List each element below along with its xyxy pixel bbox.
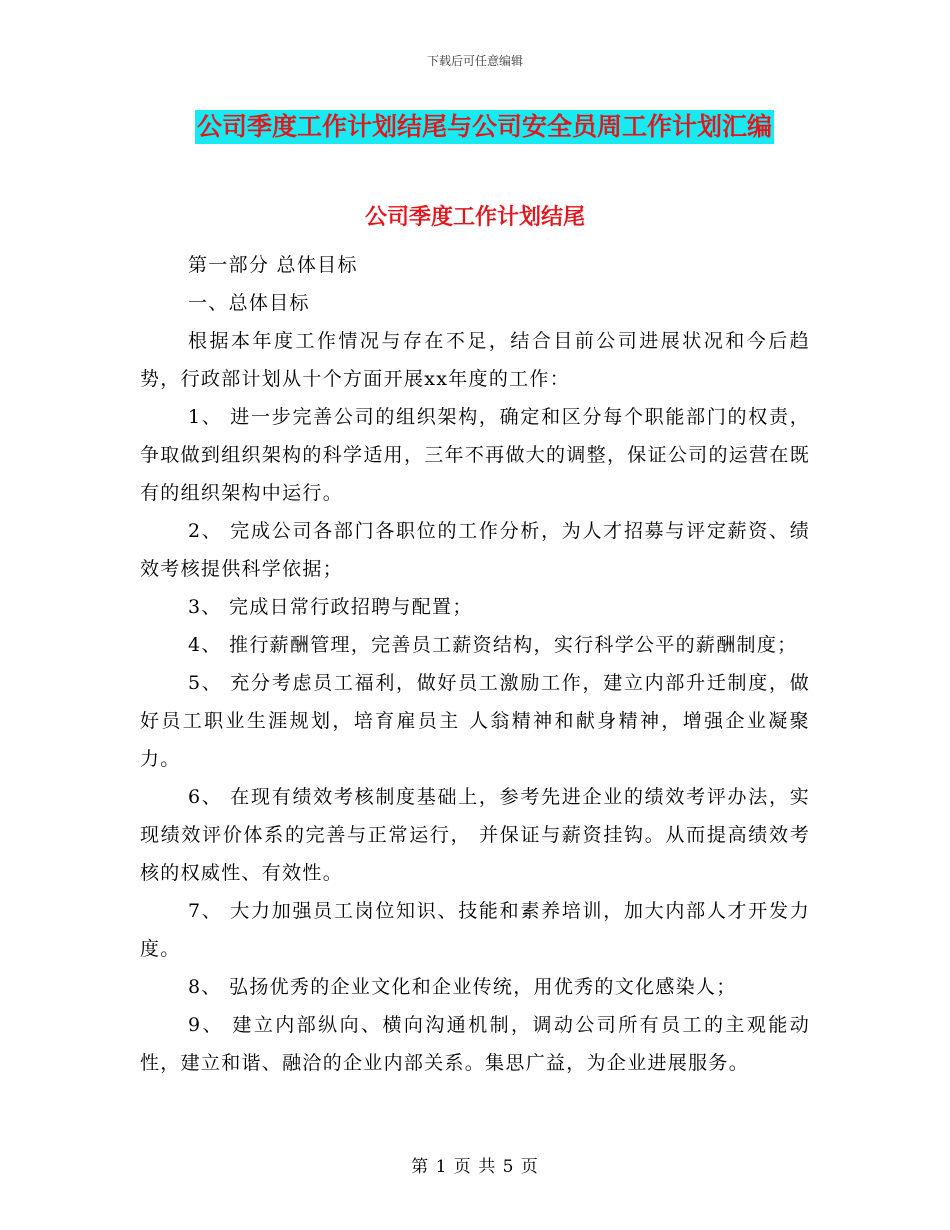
paragraph-part-heading: 第一部分 总体目标 [188,254,358,276]
list-item: 8、 弘扬优秀的企业文化和企业传统，用优秀的文化感染人； [188,976,737,998]
list-item: 5、 充分考虑员工福利，做好员工激励工作，建立内部升迁制度，做好员工职业生涯规划，培育雇员主 人翁精神和献身精神，增强企业凝聚力。 [140,672,810,770]
section-title: 公司季度工作计划结尾 [364,205,585,230]
list-item: 9、 建立内部纵向、横向沟通机制，调动公司所有员工的主观能动性，建立和谐、融洽的企业内部关系。集思广益，为企业进展服务。 [140,1014,810,1074]
paragraph-intro: 根据本年度工作情况与存在不足，结合目前公司进展状况和今后趋势，行政部计划从十个方面开展xx年度的工作： [140,330,810,390]
document-main-title: 公司季度工作计划结尾与公司安全员周工作计划汇编 [195,110,774,144]
list-item: 4、 推行薪酬管理，完善员工薪资结构，实行科学公平的薪酬制度； [188,634,798,656]
list-item: 7、 大力加强员工岗位知识、技能和素养培训，加大内部人才开发力度。 [140,900,810,960]
list-item: 6、 在现有绩效考核制度基础上，参考先进企业的绩效考评办法，实现绩效评价体系的完善与正常运行， 并保证与薪资挂钩。从而提高绩效考核的权威性、有效性。 [140,786,810,884]
list-item: 2、 完成公司各部门各职位的工作分析，为人才招募与评定薪资、绩效考核提供科学依据； [140,520,810,580]
list-item: 3、 完成日常行政招聘与配置； [188,596,473,618]
page-header-note: 下载后可任意编辑 [426,54,523,68]
paragraph-goal-heading: 一、总体目标 [188,292,310,314]
list-item: 1、 进一步完善公司的组织架构，确定和区分每个职能部门的权责，争取做到组织架构的科学适用，三年不再做大的调整，保证公司的运营在既有的组织架构中运行。 [140,406,810,504]
document-body [140,246,810,1082]
page-number-footer: 第 1 页 共 5 页 [411,1157,539,1177]
